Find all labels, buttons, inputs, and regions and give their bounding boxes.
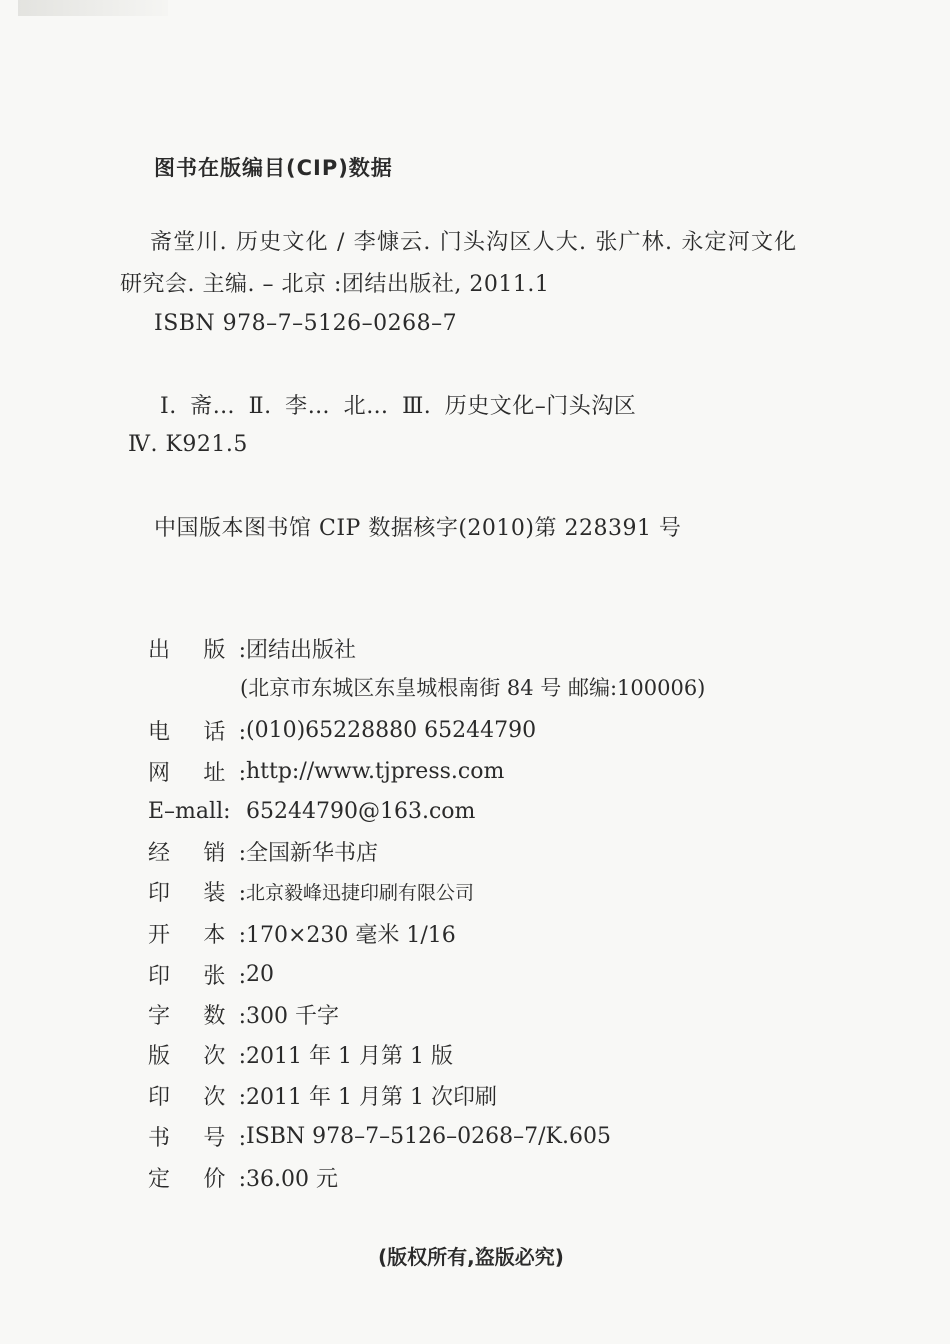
printing-label: 印 次: — [148, 1084, 246, 1110]
cip-heading: 图书在版编目(CIP)数据 — [154, 156, 393, 180]
printer-row — [148, 875, 474, 907]
publisher-address: (北京市东城区东皇城根南街 84 号 邮编:100006) — [240, 676, 706, 700]
sheets-value: 20 — [246, 961, 274, 987]
booknumber-row — [148, 1120, 611, 1152]
publisher-label: 出 版: — [148, 637, 246, 663]
format-label: 开 本: — [148, 922, 246, 948]
edition-value: 2011 年 1 月第 1 版 — [246, 1043, 453, 1069]
edition-label: 版 次: — [148, 1043, 246, 1069]
email-value: 65244790@163.com — [246, 798, 476, 824]
email-row — [148, 795, 475, 827]
phone-value: (010)65228880 65244790 — [246, 717, 537, 743]
scan-smudge — [18, 0, 168, 16]
website-row — [148, 755, 504, 787]
cip-classification-line-2: Ⅳ. K921.5 — [128, 432, 248, 457]
format-value: 170×230 毫米 1/16 — [246, 922, 456, 948]
wordcount-row — [148, 998, 339, 1030]
cip-verification-number: 中国版本图书馆 CIP 数据核字(2010)第 228391 号 — [154, 516, 682, 541]
cip-classification-line-1: Ⅰ. 斋… Ⅱ. 李… 北… Ⅲ. 历史文化–门头沟区 — [160, 394, 637, 419]
copyright-notice: (版权所有,盗版必究) — [378, 1245, 564, 1269]
sheets-label: 印 张: — [148, 963, 246, 989]
printing-row — [148, 1079, 497, 1111]
price-row — [148, 1161, 338, 1193]
email-label: E–mall: — [148, 798, 231, 824]
sheets-row — [148, 958, 274, 990]
cip-title-line-1: 斋堂川. 历史文化 / 李慷云. 门头沟区人大. 张广林. 永定河文化 — [150, 230, 798, 255]
price-value: 36.00 元 — [246, 1166, 338, 1192]
price-label: 定 价: — [148, 1166, 246, 1192]
publisher-value: 团结出版社 — [246, 637, 357, 663]
publisher-row — [148, 632, 356, 664]
website-label: 网 址: — [148, 760, 246, 786]
distributor-value: 全国新华书店 — [246, 840, 379, 866]
booknumber-label: 书 号: — [148, 1125, 246, 1151]
phone-row — [148, 714, 536, 746]
wordcount-label: 字 数: — [148, 1003, 246, 1029]
distributor-row — [148, 835, 378, 867]
phone-label: 电 话: — [148, 719, 246, 745]
cip-isbn: ISBN 978–7–5126–0268–7 — [154, 311, 458, 336]
edition-row — [148, 1038, 453, 1070]
printer-value: 北京毅峰迅捷印刷有限公司 — [246, 881, 475, 904]
printing-value: 2011 年 1 月第 1 次印刷 — [246, 1084, 497, 1110]
booknumber-value: ISBN 978–7–5126–0268–7/K.605 — [246, 1123, 611, 1149]
cip-title-line-2: 研究会. 主编. – 北京 :团结出版社, 2011.1 — [120, 272, 550, 297]
wordcount-value: 300 千字 — [246, 1003, 339, 1029]
format-row — [148, 917, 456, 949]
distributor-label: 经 销: — [148, 840, 246, 866]
printer-label: 印 装: — [148, 880, 246, 906]
website-value: http://www.tjpress.com — [246, 758, 505, 784]
